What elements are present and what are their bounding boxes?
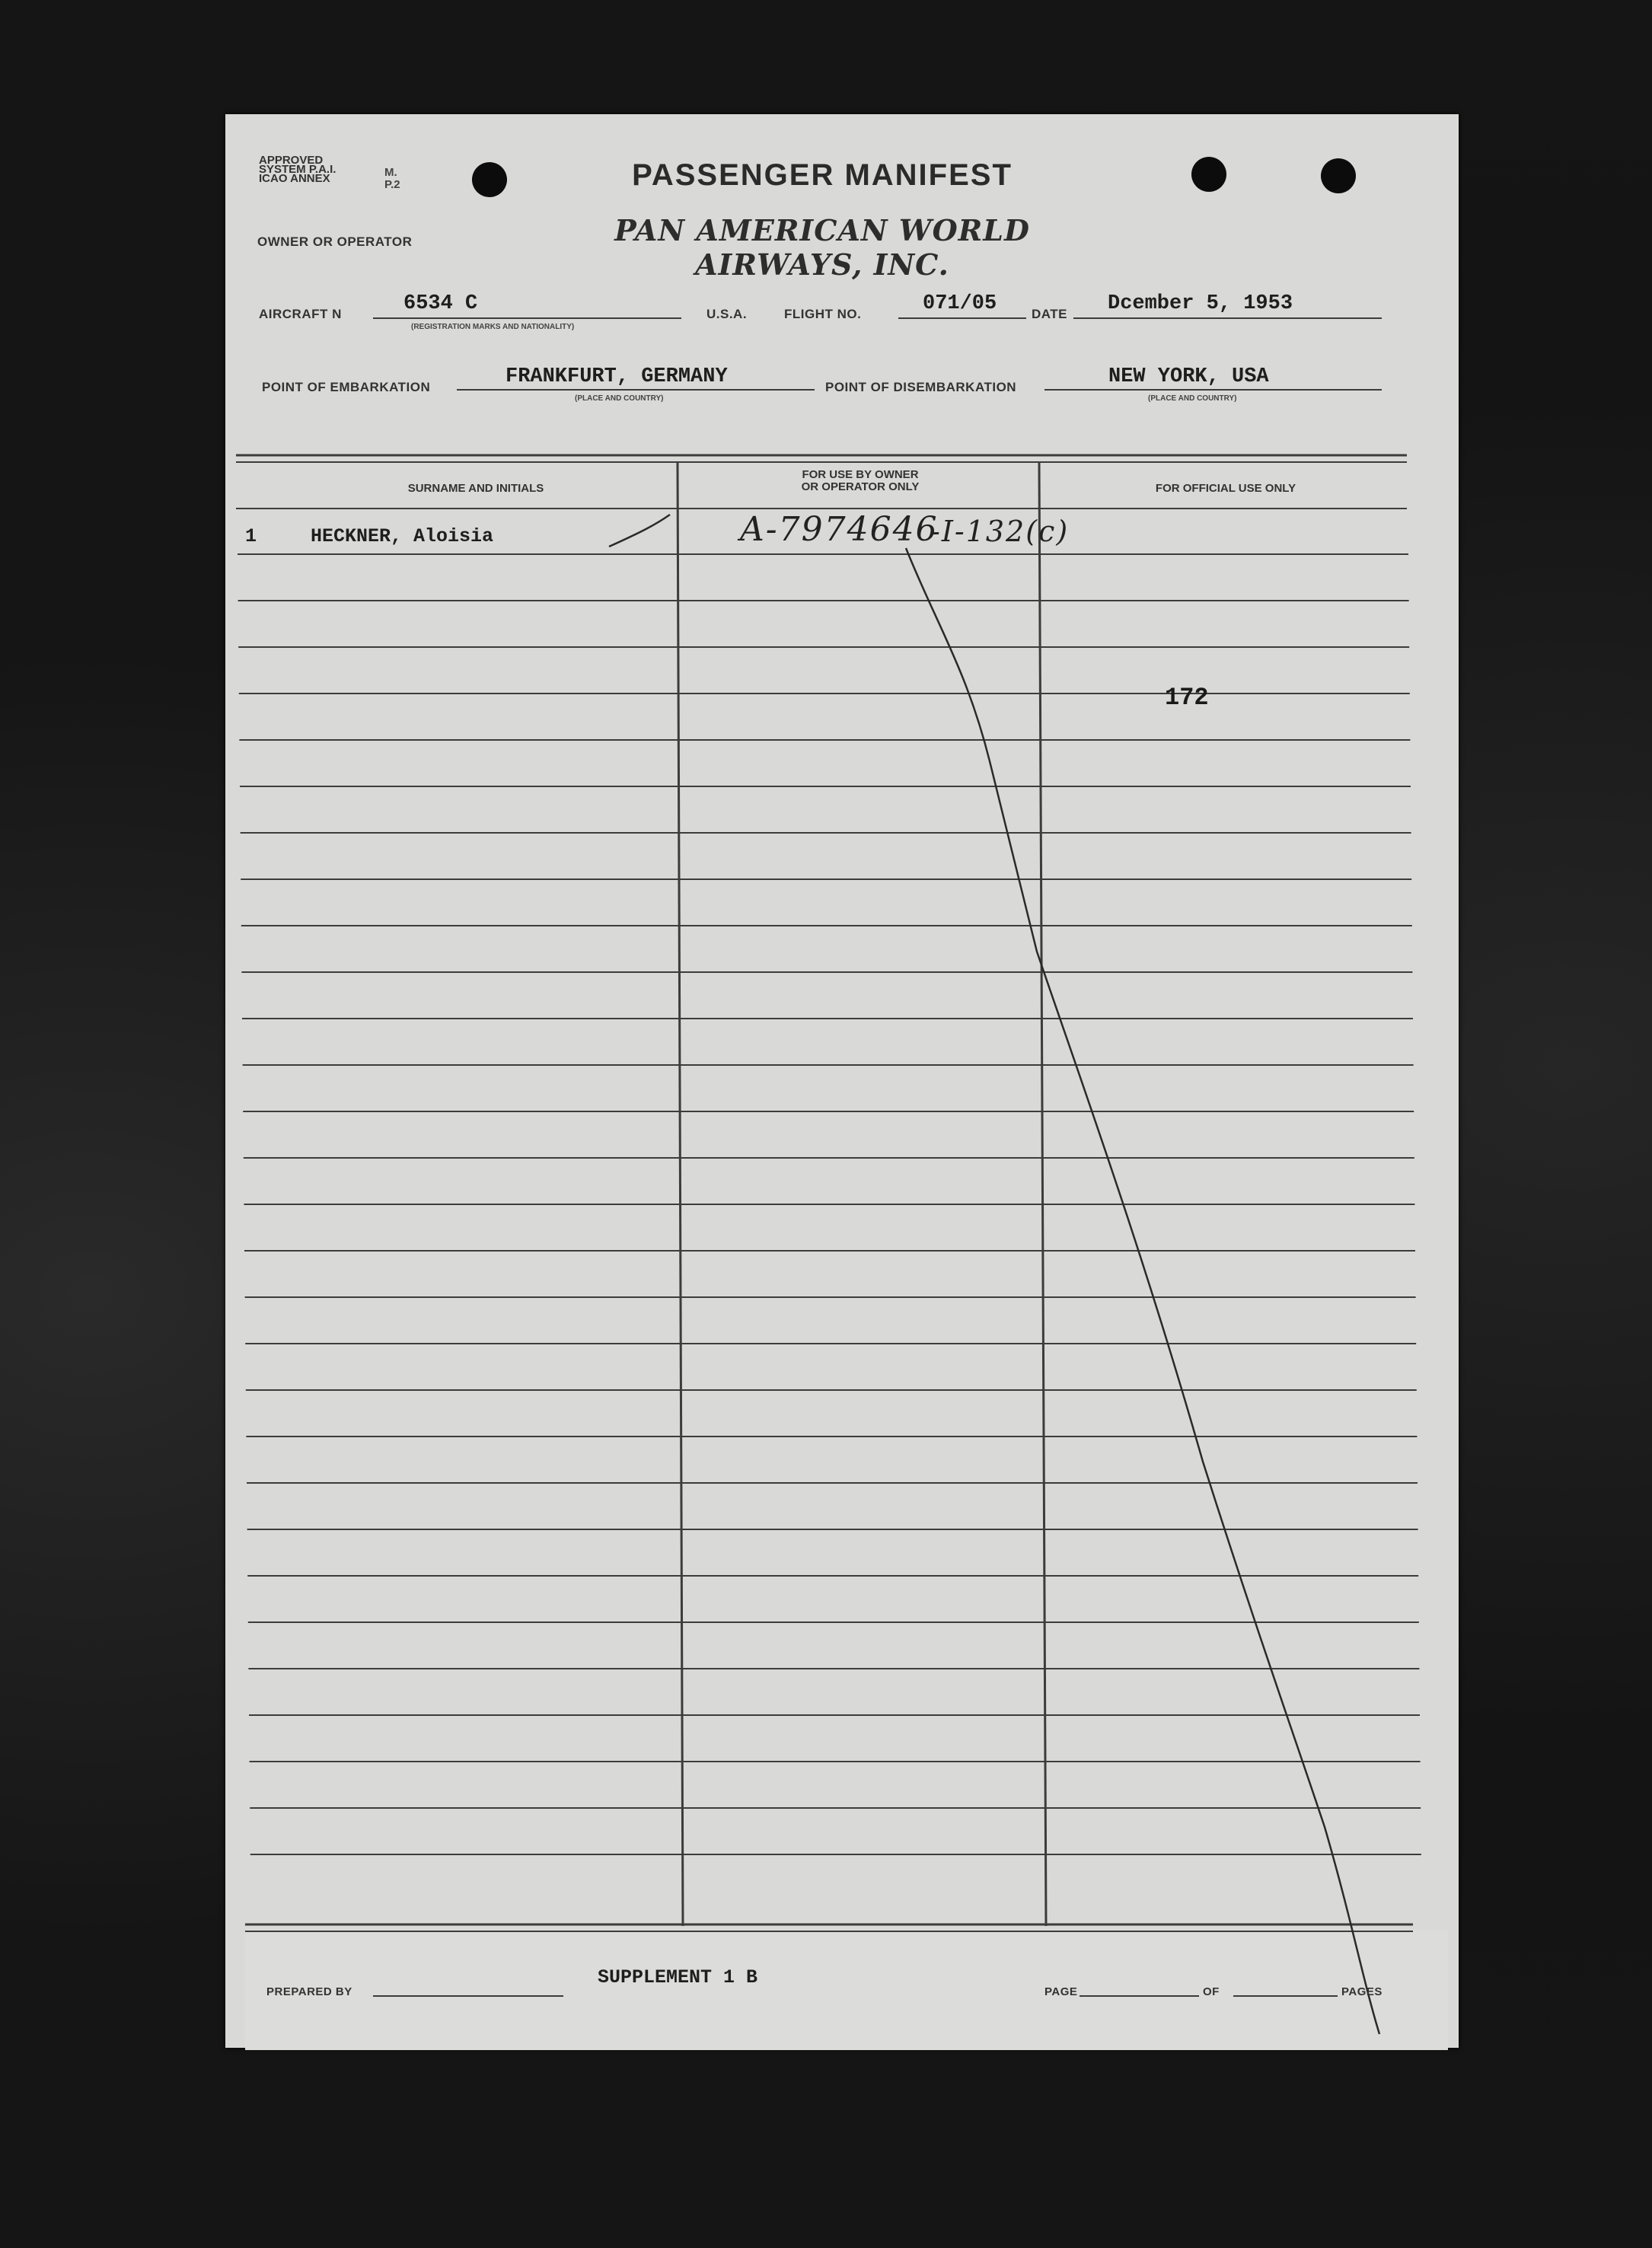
embarkation-value: FRANKFURT, GERMANY [505,365,728,388]
date-value: Dcember 5, 1953 [1108,292,1293,315]
registration-caption: (REGISTRATION MARKS AND NATIONALITY) [411,323,575,331]
pages-label: PAGES [1341,1985,1383,1998]
approval-line: APPROVED [259,154,324,167]
disembarkation-caption: (PLACE AND COUNTRY) [1148,394,1237,403]
disembarkation-label: POINT OF DISEMBARKATION [825,380,1017,394]
column-divider [678,463,683,1926]
pen-stroke [906,548,1379,2034]
header-owner-use-line: FOR USE BY OWNER [802,468,919,481]
page-label: PAGE [1044,1985,1078,1998]
header-owner-use-line: OR OPERATOR ONLY [801,480,920,493]
aircraft-label: AIRCRAFT N [259,307,342,321]
embarkation-label: POINT OF EMBARKATION [262,380,431,394]
name-check-stroke [609,515,670,547]
operator-name: PAN AMERICAN WORLD AIRWAYS, INC. [614,213,1030,282]
approval-line: ICAO ANNEX [259,172,330,185]
owner-note-suffix: -I-132(c) [930,515,1070,548]
header-surname: SURNAME AND INITIALS [407,482,544,495]
prepared-by-label: PREPARED BY [266,1985,352,1998]
disembarkation-value: NEW YORK, USA [1108,365,1269,388]
usa-label: U.S.A. [706,307,748,321]
approval-tail-p: P.2 [384,178,400,191]
row-number: 1 [245,525,257,547]
official-stamp-number: 172 [1165,684,1209,712]
flight-no-value: 071/05 [923,292,997,315]
column-divider [1039,463,1046,1926]
flight-no-label: FLIGHT NO. [784,307,862,321]
owner-label: OWNER OR OPERATOR [257,234,413,249]
passenger-name: HECKNER, Aloisia [311,525,494,547]
supplement-text: SUPPLEMENT 1 B [598,1966,758,1988]
approval-tail-m: M. [384,166,397,179]
of-label: OF [1203,1985,1220,1998]
owner-note: A-7974646 [740,510,939,549]
punch-hole [1191,157,1226,192]
punch-hole [472,162,507,197]
header-owner-use [685,469,1035,493]
header-official-use: FOR OFFICIAL USE ONLY [1155,482,1296,495]
approval-line: SYSTEM P.A.I. [259,163,336,176]
date-label: DATE [1032,307,1068,321]
aircraft-value: 6534 C [403,292,478,315]
form-title: PASSENGER MANIFEST [632,158,1013,192]
punch-hole [1321,158,1356,193]
embarkation-caption: (PLACE AND COUNTRY) [575,394,664,403]
